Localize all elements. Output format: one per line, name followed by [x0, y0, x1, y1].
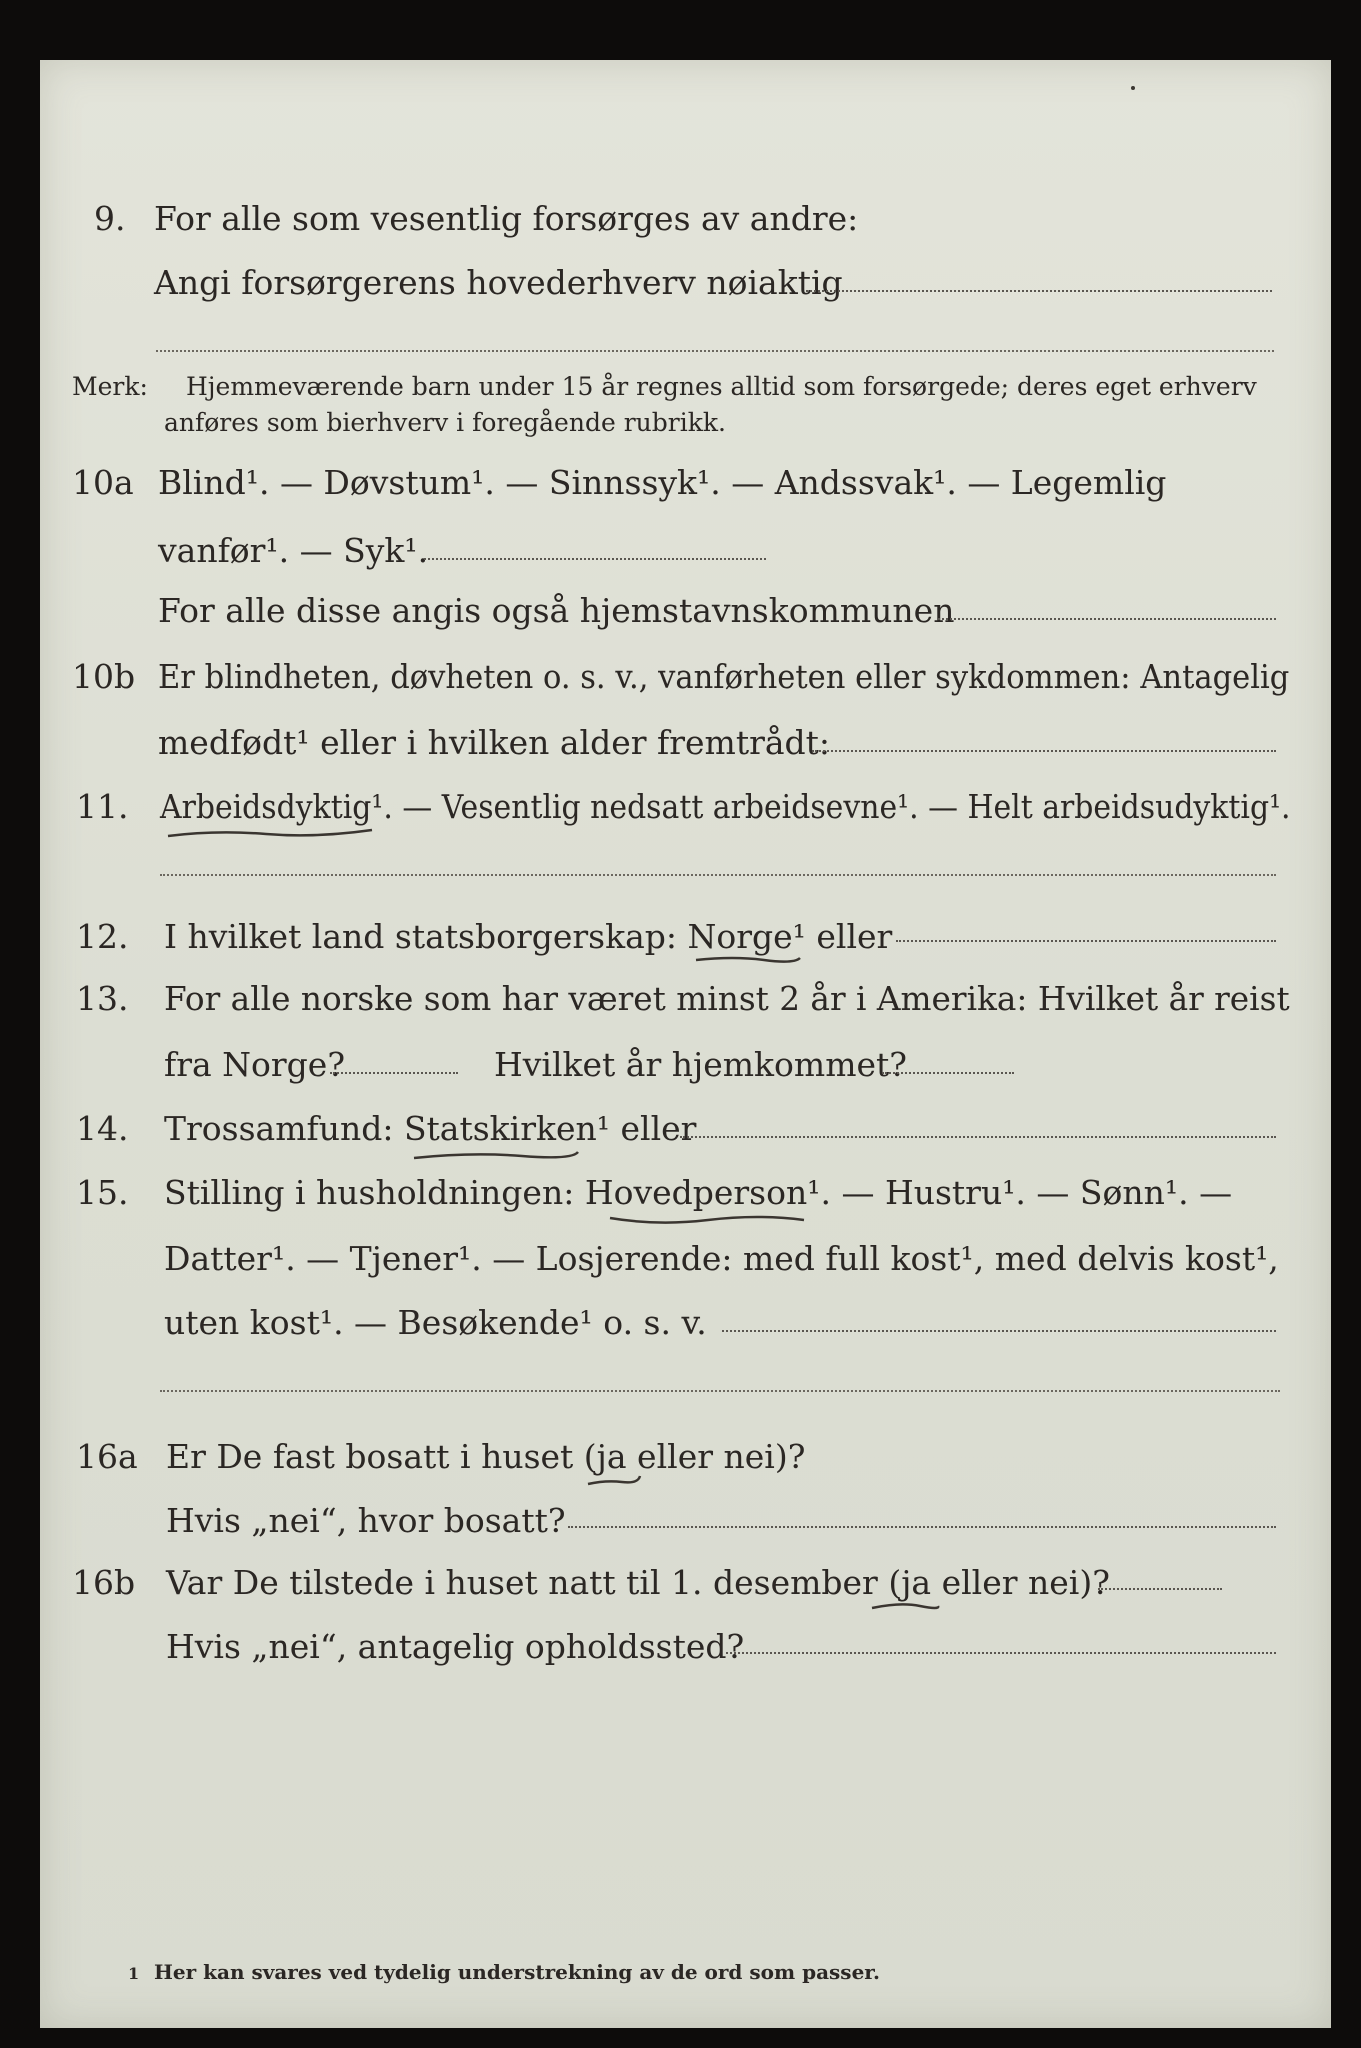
q15-answer-field[interactable] [722, 1330, 1276, 1332]
q11-number: 11. [76, 787, 129, 826]
q10a-syk-field[interactable] [424, 558, 766, 560]
q10b-answer-field[interactable] [812, 750, 1276, 752]
q9-answer-field[interactable] [806, 290, 1272, 292]
q12-answer-field[interactable] [896, 940, 1276, 942]
q14-line1: Trossamfund: Statskirken¹ eller [164, 1109, 697, 1148]
q16a-line2: Hvis „nei“, hvor bosatt? [166, 1501, 566, 1540]
q16b-line2: Hvis „nei“, antagelig opholdssted? [166, 1627, 745, 1666]
q14-number: 14. [76, 1109, 129, 1148]
q10b-line2: medfødt¹ eller i hvilken alder fremtrådt: [158, 723, 831, 762]
q16b-opholdssted-field[interactable] [726, 1652, 1276, 1654]
merk-line1: Hjemmeværende barn under 15 år regnes alltid som forsørgede; deres eget erhverv [186, 372, 1257, 401]
q16b-number: 16b [72, 1563, 136, 1602]
q16a-bosatt-field[interactable] [568, 1526, 1276, 1528]
q10a-line1: Blind¹. — Døvstum¹. — Sinnssyk¹. — Andssvak¹. — Legemlig [158, 463, 1167, 502]
q16b-underline-mark [870, 1600, 940, 1614]
census-form-page [40, 60, 1331, 2028]
q10b-line1: Er blindheten, døvheten o. s. v., vanførheten eller sykdommen: Antagelig [158, 657, 1290, 696]
q9-separator [156, 350, 1274, 352]
footnote-mark: 1 [128, 1964, 140, 1983]
q10a-line2: vanfør¹. — Syk¹. [158, 531, 429, 570]
ink-speck [1131, 86, 1135, 90]
q16a-line1: Er De fast bosatt i huset (ja eller nei)? [166, 1437, 806, 1476]
q11-separator [160, 874, 1276, 876]
q15-line2: Datter¹. — Tjener¹. — Losjerende: med full kost¹, med delvis kost¹, [164, 1239, 1279, 1278]
q16b-answer-field[interactable] [1098, 1588, 1222, 1590]
q12-line1: I hvilket land statsborgerskap: Norge¹ eller [164, 917, 893, 956]
q9-line1: For alle som vesentlig forsørges av andre: [154, 199, 859, 238]
q9-line2: Angi forsørgerens hovederhverv nøiaktig [154, 263, 843, 302]
q9-number: 9. [94, 199, 126, 238]
q13-line2a: fra Norge? [164, 1045, 346, 1084]
q13-reist-field[interactable] [330, 1072, 458, 1074]
q13-number: 13. [76, 979, 129, 1018]
q12-number: 12. [76, 917, 129, 956]
q11-underline-mark [166, 824, 376, 844]
merk-label: Merk: [72, 372, 148, 401]
merk-line2: anføres som bierhverv i foregående rubrikk. [164, 408, 726, 437]
q15-underline-mark [608, 1210, 808, 1228]
q15-separator [160, 1390, 1280, 1392]
q15-line3: uten kost¹. — Besøkende¹ o. s. v. [164, 1303, 707, 1342]
q16a-underline-mark [586, 1474, 642, 1490]
q15-line1: Stilling i husholdningen: Hovedperson¹. — Hustru¹. — Sønn¹. — [164, 1173, 1233, 1212]
q10a-hjemstavn-field[interactable] [938, 618, 1276, 620]
footnote-text: Her kan svares ved tydelig understrekning av de ord som passer. [154, 1960, 880, 1984]
q10a-number: 10a [72, 463, 134, 502]
q10b-number: 10b [72, 657, 136, 696]
q13-line2b: Hvilket år hjemkommet? [494, 1045, 907, 1084]
q12-underline-mark [694, 952, 804, 968]
q16a-number: 16a [76, 1437, 138, 1476]
q13-hjemkommet-field[interactable] [882, 1072, 1014, 1074]
q16b-line1: Var De tilstede i huset natt til 1. desember (ja eller nei)? [166, 1563, 1110, 1602]
q14-answer-field[interactable] [680, 1136, 1276, 1138]
q10a-line3: For alle disse angis også hjemstavnskommunen [158, 591, 955, 630]
q11-line1: Arbeidsdyktig¹. — Vesentlig nedsatt arbeidsevne¹. — Helt arbeidsudyktig¹. [160, 787, 1291, 826]
q14-underline-mark [412, 1148, 582, 1164]
q15-number: 15. [76, 1173, 129, 1212]
q13-line1: For alle norske som har været minst 2 år i Amerika: Hvilket år reist [164, 979, 1290, 1018]
